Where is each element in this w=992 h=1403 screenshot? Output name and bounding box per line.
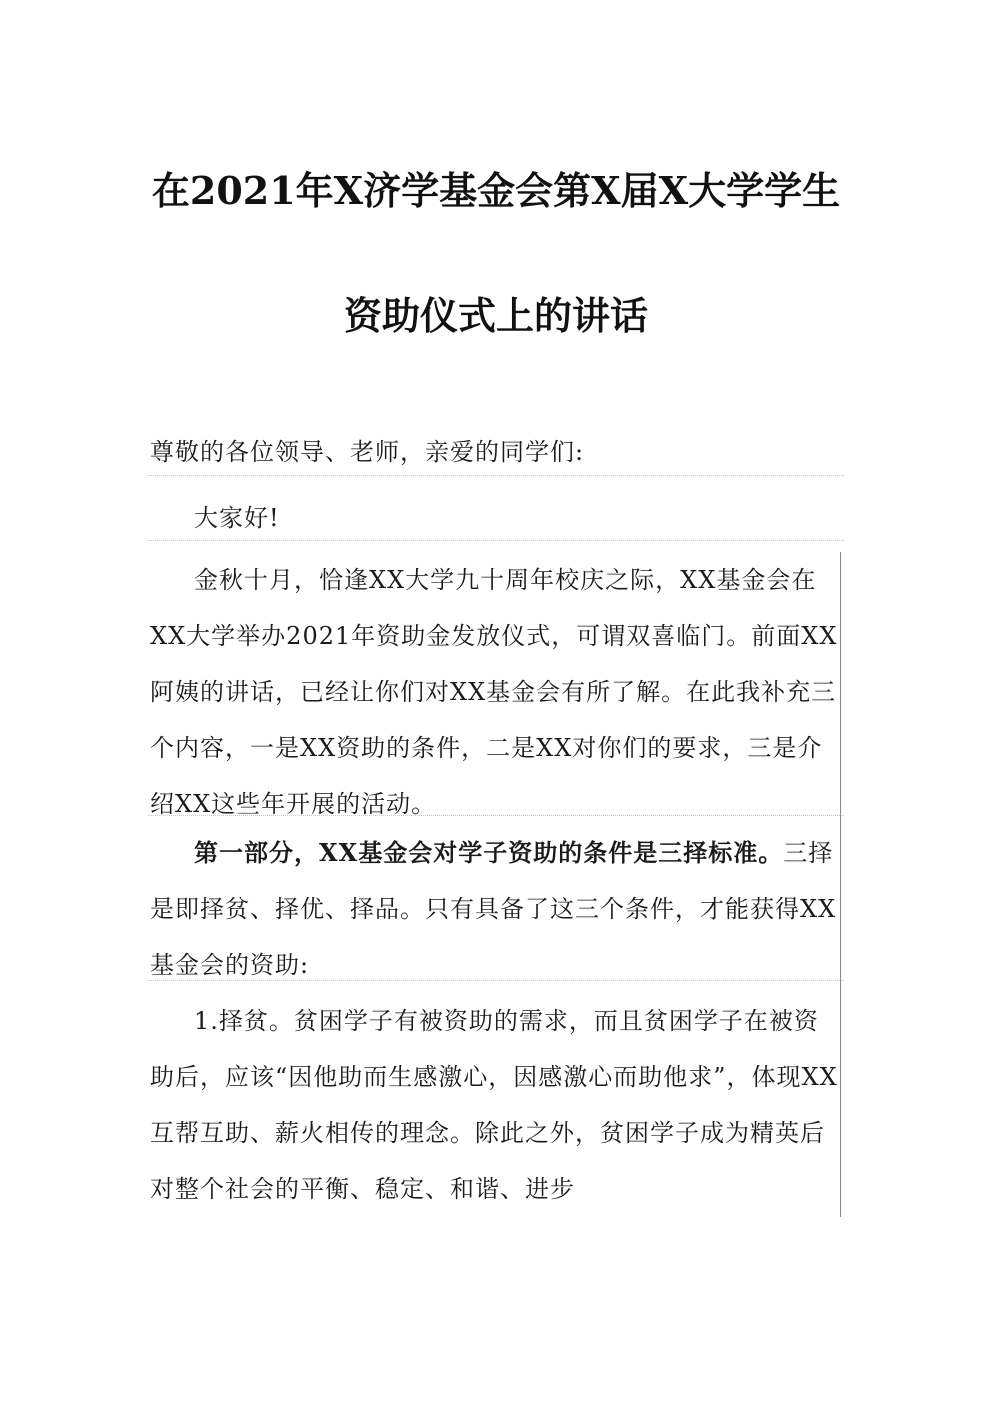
document-title-line-2: 资助仪式上的讲话	[343, 293, 648, 338]
paragraph-divider	[148, 815, 844, 816]
paragraph-2-heading: 第一部分，XX基金会对学子资助的条件是三择标准。	[194, 838, 784, 867]
paragraph-divider	[148, 980, 844, 981]
paragraph-2	[150, 825, 841, 993]
greeting	[150, 490, 840, 546]
paragraph-3	[150, 993, 841, 1217]
paragraph-3-text: 1.择贫。贫困学子有被资助的需求，而且贫困学子在被资助后，应该“因他助而生感激心，因感激心而助他求”，体现XX互帮互助、薪火相传的理念。除此之外，贫困学子成为精英后对整个社会的平衡、稳定、和谐、进步	[150, 1007, 838, 1203]
paragraph-1-text: 金秋十月，恰逢XX大学九十周年校庆之际，XX基金会在XX大学举办2021年资助金发放仪式，可谓双喜临门。前面XX阿姨的讲话，已经让你们对XX基金会有所了解。在此我补充三个内容，一是XX资助的条件，二是XX对你们的要求，三是介绍XX这些年开展的活动。	[150, 566, 838, 818]
paragraph-divider	[148, 475, 844, 476]
paragraph-1	[150, 552, 841, 832]
paragraph-divider	[148, 540, 844, 541]
salutation-text: 尊敬的各位领导、老师，亲爱的同学们:	[150, 438, 585, 466]
document-title-line-1: 在2021年X济学基金会第X届X大学学生	[151, 168, 841, 213]
greeting-text: 大家好!	[194, 504, 280, 532]
salutation	[150, 424, 840, 480]
paragraph-2-text: 三择是即择贫、择优、择品。只有具备了这三个条件，才能获得XX基金会的资助:	[150, 839, 837, 979]
